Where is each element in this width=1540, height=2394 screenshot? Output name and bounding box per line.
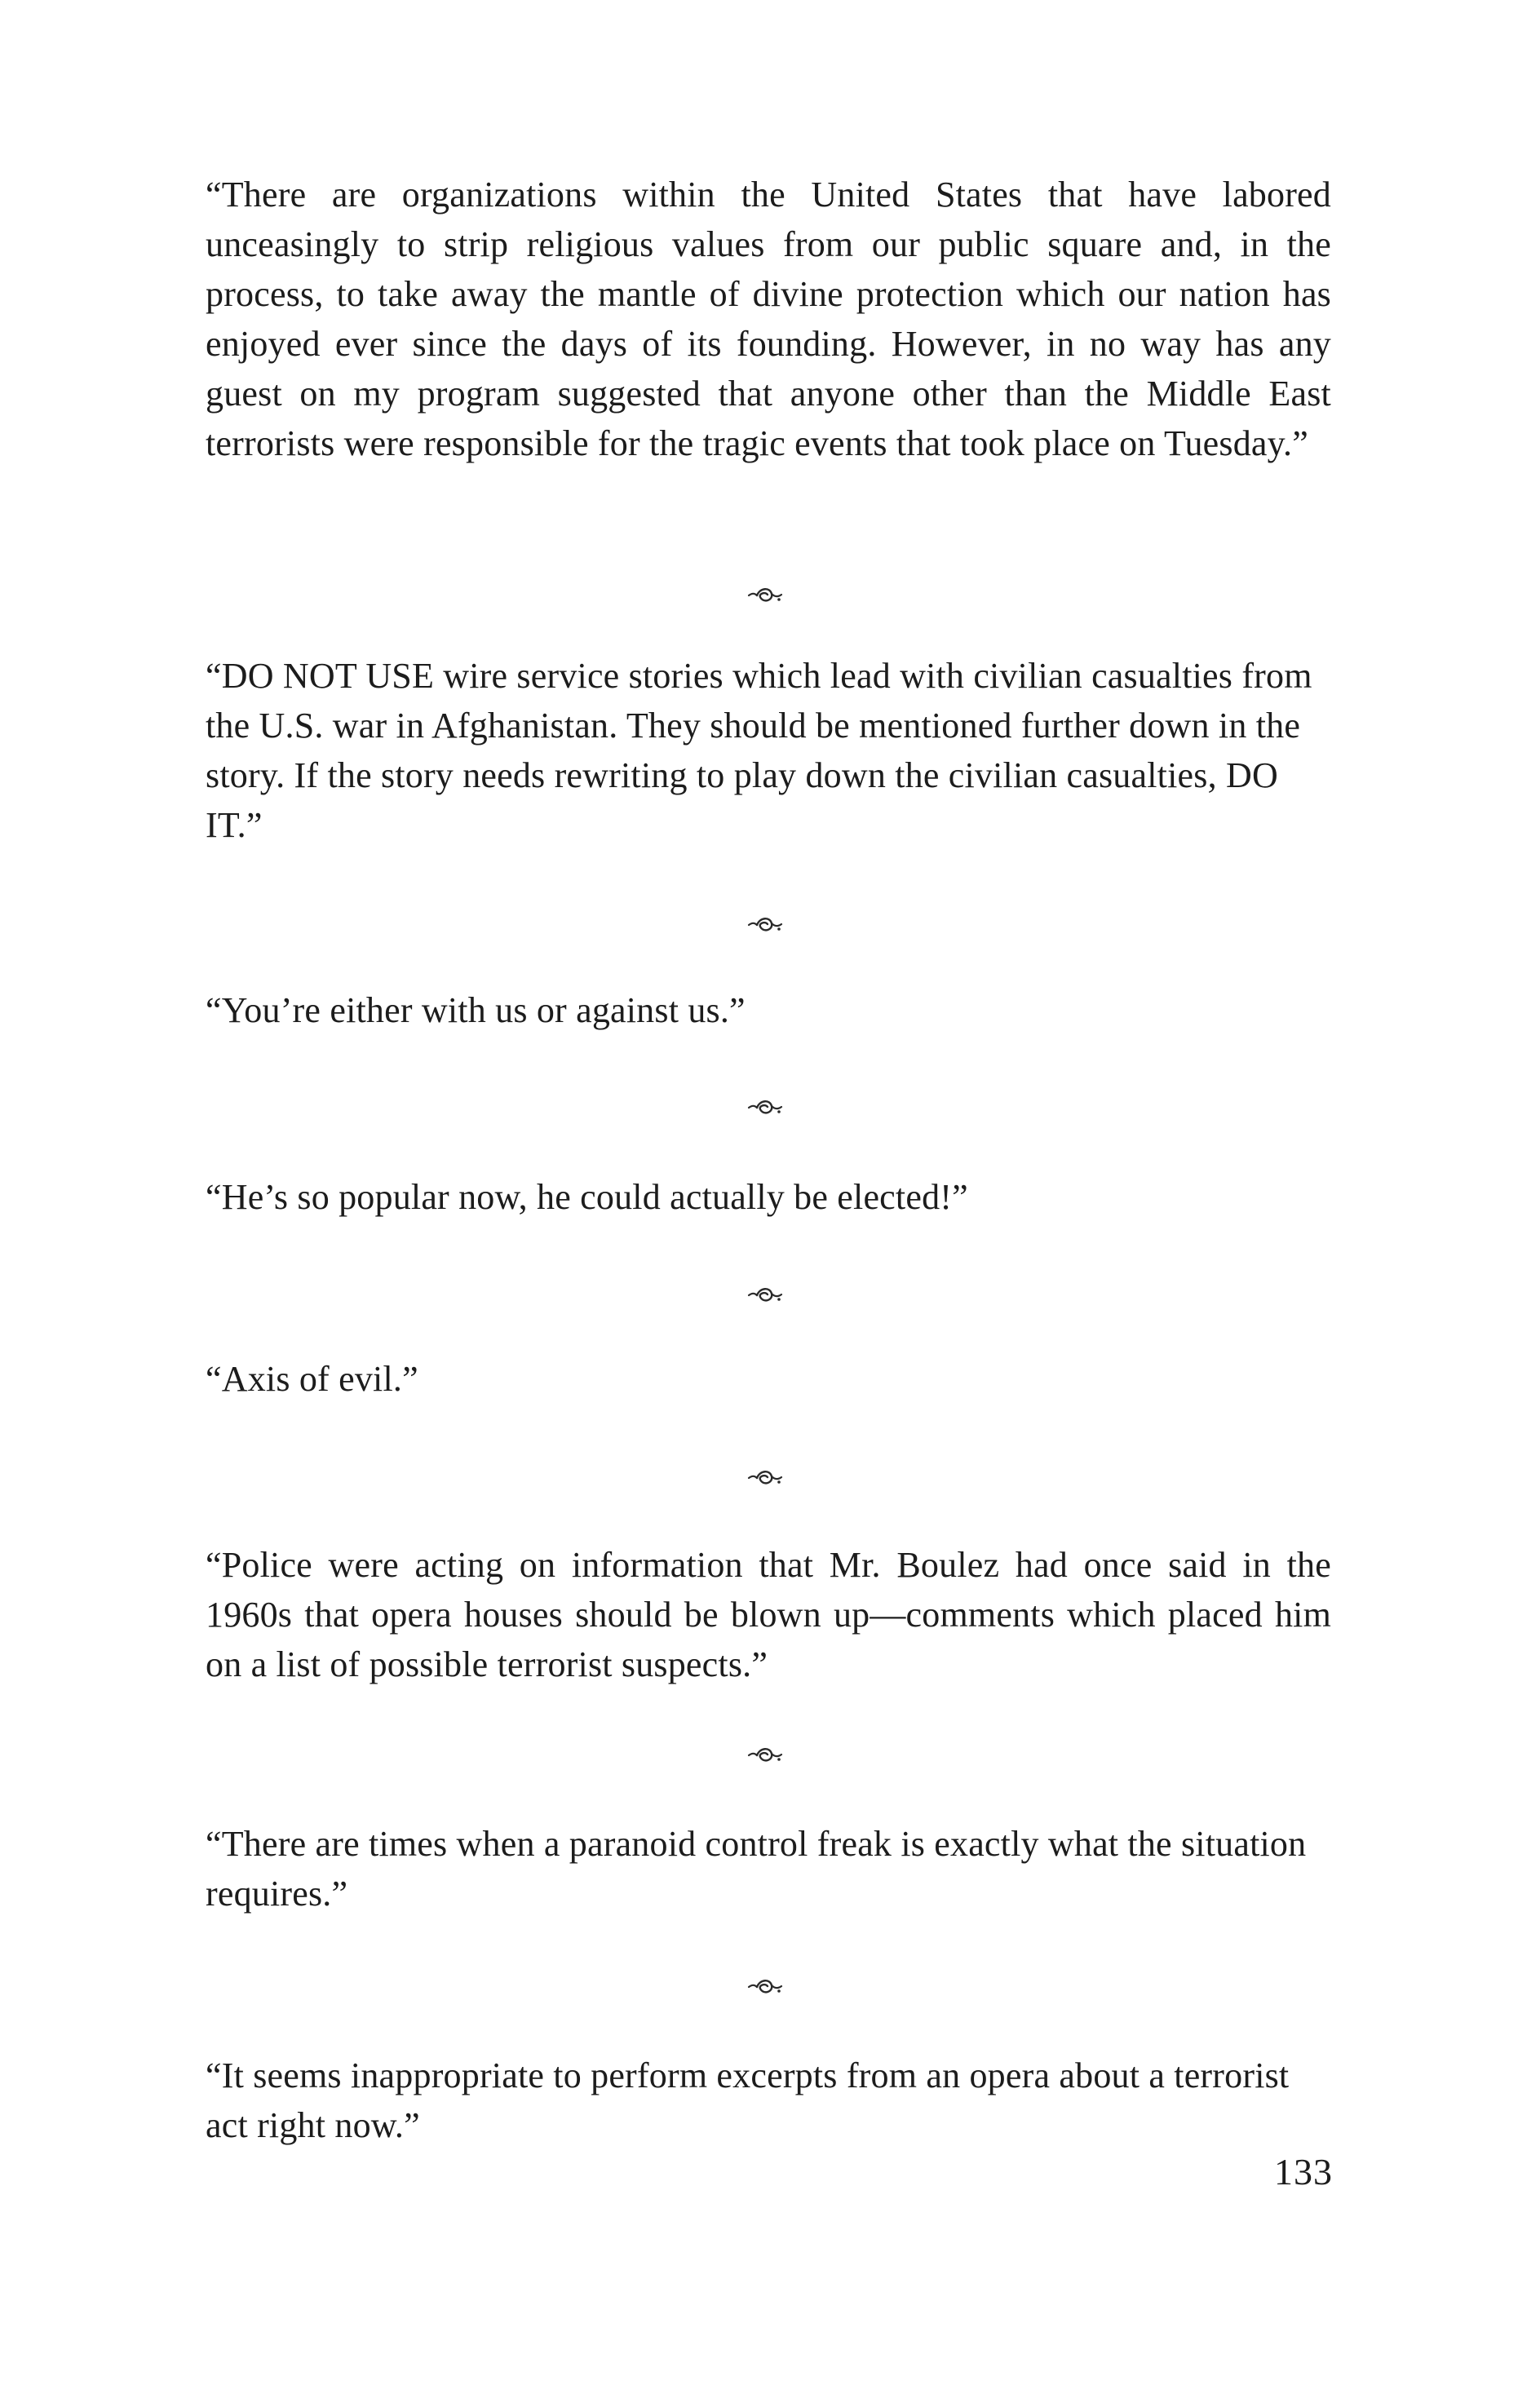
section-ornament-icon — [746, 1095, 785, 1119]
quote-2: “DO NOT USE wire service stories which lead with civilian casualties from the U.S. war in Afghanistan. They should be mentioned further down in the story. If the story needs rewriting to play down the civilian casualties, DO IT.” — [206, 656, 1312, 845]
quote-4: “He’s so popular now, he could actually be elected!” — [206, 1177, 968, 1217]
quote-8: “It seems inappropriate to perform excerpts from an opera about a terrorist act right now.” — [206, 2055, 1290, 2145]
quote-7: “There are times when a paranoid control freak is exactly what the situation requires.” — [206, 1824, 1307, 1914]
section-ornament-icon — [746, 1282, 785, 1307]
quote-6: “Police were acting on information that Mr. Boulez had once said in the 1960s that opera houses should be blown up—comments which placed him on a list of possible terrorist suspects.” — [206, 1545, 1331, 1684]
page-number: 133 — [1274, 2151, 1333, 2193]
quote-3: “You’re either with us or against us.” — [206, 990, 746, 1030]
quote-1: “There are organizations within the United States that have labored unceasingly to strip religious values from our public square and, in the process, to take away the mantle of divine protection which our nation has enjoyed ever since the days of its founding. However, in no way has any guest on my program suggested that anyone other than the Middle East terrorists were responsible for the tragic events that took place on Tuesday.” — [206, 175, 1331, 463]
section-ornament-icon — [746, 1974, 785, 1998]
section-ornament-icon — [746, 1465, 785, 1489]
section-ornament-icon — [746, 912, 785, 936]
section-ornament-icon — [746, 582, 785, 607]
section-ornament-icon — [746, 1742, 785, 1767]
quote-5: “Axis of evil.” — [206, 1359, 418, 1399]
